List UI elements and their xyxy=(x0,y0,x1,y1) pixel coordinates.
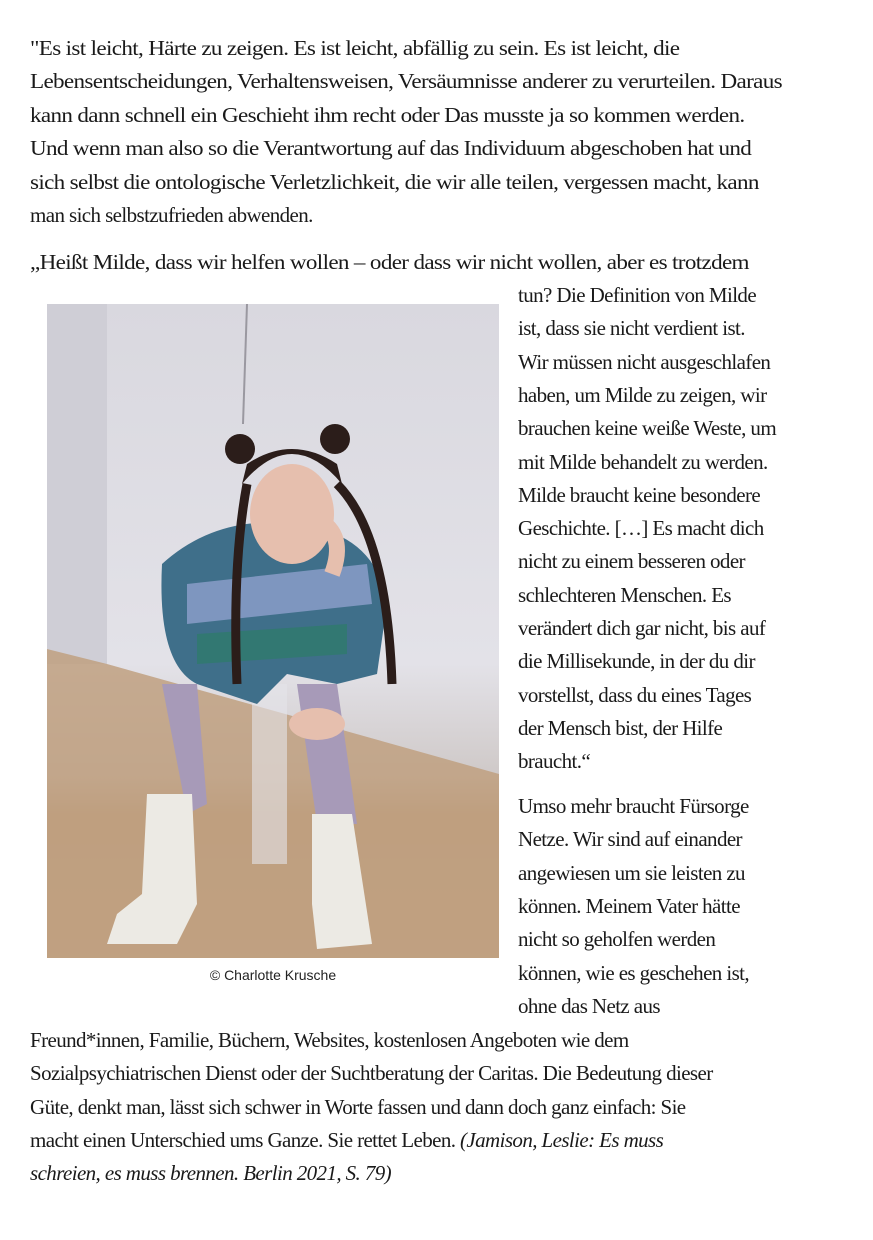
text-line: schlechteren Menschen. Es xyxy=(518,582,731,607)
text-line: kann dann schnell ein Geschieht ihm recht oder Das musste ja so kommen werden. xyxy=(30,102,745,127)
text-line: Sozialpsychiatrischen Dienst oder der Suchtberatung der Caritas. Die Bedeutung dieser xyxy=(30,1061,713,1086)
citation: (Jamison, Leslie: Es muss xyxy=(460,1128,664,1152)
text-line: Und wenn man also so die Verantwortung auf das Individuum abgeschoben hat und xyxy=(30,136,752,161)
text-line: Milde braucht keine besondere xyxy=(518,482,761,507)
text-line: brauchen keine weiße Weste, um xyxy=(518,416,777,441)
text-line: vorstellst, dass du eines Tages xyxy=(518,682,752,707)
text-line: Güte, denkt man, lässt sich schwer in Worte fassen und dann doch ganz einfach: Sie xyxy=(30,1094,686,1119)
text-line: ohne das Netz aus xyxy=(518,993,660,1018)
text-line: nicht so geholfen werden xyxy=(518,927,716,952)
text-line: Geschichte. […] Es macht dich xyxy=(518,516,764,541)
text-line: schreien, es muss brennen. Berlin 2021, S. 79) xyxy=(30,1161,392,1185)
text-line: nicht zu einem besseren oder xyxy=(518,549,745,574)
text-line: tun? Die Definition von Milde xyxy=(518,283,757,307)
text-line: Umso mehr braucht Fürsorge xyxy=(518,794,749,818)
text-line: die Millisekunde, in der du dir xyxy=(518,649,755,674)
text-line: „Heißt Milde, dass wir helfen wollen – oder dass wir nicht wollen, aber es trotzdem xyxy=(30,250,749,274)
text-line: macht einen Unterschied ums Ganze. Sie rettet Leben. (Jamison, Leslie: Es muss xyxy=(30,1128,664,1152)
text-line: Netze. Wir sind auf einander xyxy=(518,827,742,852)
text-line: der Mensch bist, der Hilfe xyxy=(518,715,723,740)
portrait-photo xyxy=(47,304,499,958)
text-line: "Es ist leicht, Härte zu zeigen. Es ist leicht, abfällig zu sein. Es ist leicht, die xyxy=(30,36,680,60)
portrait-illustration xyxy=(47,304,499,958)
text-line: verändert dich gar nicht, bis auf xyxy=(518,616,766,640)
photo-caption: © Charlotte Krusche xyxy=(209,967,337,983)
text-line: Freund*innen, Familie, Büchern, Websites, kostenlosen Angeboten wie dem xyxy=(30,1028,629,1052)
text-line: können, wie es geschehen ist, xyxy=(518,960,750,985)
text-line: ist, dass sie nicht verdient ist. xyxy=(518,316,745,341)
text-line: Wir müssen nicht ausgeschlafen xyxy=(518,349,771,374)
text-line: sich selbst die ontologische Verletzlichkeit, die wir alle teilen, vergessen macht, kann xyxy=(30,169,759,194)
text-line: Lebensentscheidungen, Verhaltensweisen, Versäumnisse anderer zu verurteilen. Daraus xyxy=(30,69,782,94)
text-line: man sich selbstzufrieden abwenden. xyxy=(30,203,313,227)
text-line: angewiesen um sie leisten zu xyxy=(518,860,745,885)
text-line: haben, um Milde zu zeigen, wir xyxy=(518,382,767,407)
text-line: mit Milde behandelt zu werden. xyxy=(518,449,768,474)
text-line: braucht.“ xyxy=(518,749,591,774)
text-line: können. Meinem Vater hätte xyxy=(518,893,740,918)
